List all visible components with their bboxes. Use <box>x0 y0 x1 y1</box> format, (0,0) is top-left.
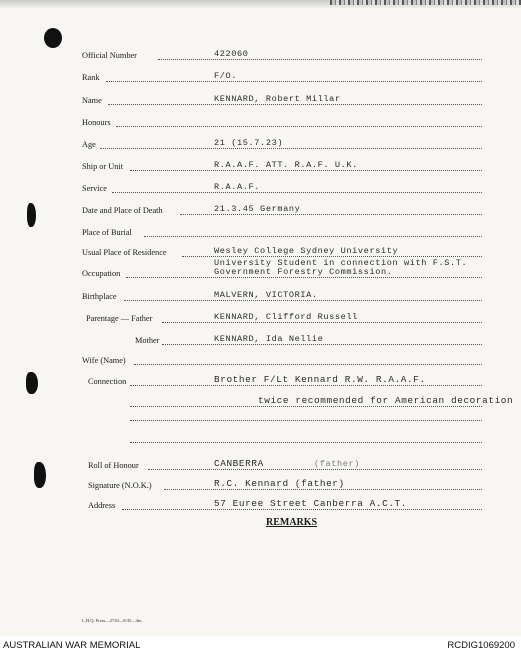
row-birthplace <box>82 287 482 303</box>
mother-label: Mother <box>135 336 160 345</box>
roll-of-honour-line <box>148 469 482 470</box>
birthplace-value: MALVERN, VICTORIA. <box>214 290 318 300</box>
death-value: 21.3.45 Germany <box>214 204 301 214</box>
honours-line <box>116 126 482 127</box>
row-connection-2 <box>82 393 514 409</box>
roll-of-honour-label: Roll of Honour <box>88 461 139 470</box>
burial-line <box>144 236 482 237</box>
honours-label: Honours <box>82 118 111 127</box>
row-honours <box>82 113 482 129</box>
row-roll-of-honour <box>82 456 482 472</box>
row-service <box>82 179 482 195</box>
row-age <box>82 135 482 151</box>
death-label: Date and Place of Death <box>82 206 163 215</box>
residence-value: Wesley College Sydney University <box>214 246 399 256</box>
ship-or-unit-line <box>130 170 482 171</box>
row-address <box>82 496 482 512</box>
record-id: RCDIG1069200 <box>447 640 515 651</box>
service-line <box>112 192 482 193</box>
blank-line-1 <box>130 420 482 421</box>
occupation-value-line2: Government Forestry Commission. <box>214 267 393 277</box>
birthplace-label: Birthplace <box>82 292 117 301</box>
row-occupation <box>82 258 482 280</box>
connection-value-line2: twice recommended for American decoration <box>258 395 514 406</box>
connection-value-line1: Brother F/Lt Kennard R.W. R.A.A.F. <box>214 374 426 385</box>
binding-mark-2 <box>26 372 38 394</box>
roll-of-honour-value-faint: (father) <box>314 459 361 469</box>
wife-label: Wife (Name) <box>82 356 126 365</box>
age-value: 21 (15.7.23) <box>214 138 284 148</box>
row-name <box>82 91 482 107</box>
row-residence <box>82 243 482 259</box>
name-line <box>108 104 482 105</box>
blank-line-2 <box>130 442 482 443</box>
row-father <box>82 309 482 325</box>
row-death <box>82 201 482 217</box>
official-number-value: 422060 <box>214 49 249 59</box>
signature-value: R.C. Kennard (father) <box>214 478 345 489</box>
connection-line-2 <box>130 406 482 407</box>
rank-line <box>106 81 482 82</box>
row-signature <box>82 476 482 492</box>
residence-line <box>182 256 482 257</box>
row-connection <box>82 372 482 388</box>
row-wife <box>82 351 482 367</box>
roll-of-honour-value: CANBERRA <box>214 458 264 469</box>
residence-label: Usual Place of Residence <box>82 248 167 257</box>
address-line <box>122 509 482 510</box>
father-value: KENNARD, Clifford Russell <box>214 312 358 322</box>
row-mother <box>82 331 482 347</box>
binding-mark-1 <box>27 203 36 227</box>
father-line <box>162 322 482 323</box>
binding-mark-3 <box>34 462 46 488</box>
mother-value: KENNARD, Ida Nellie <box>214 334 324 344</box>
official-number-label: Official Number <box>82 51 137 60</box>
signature-line <box>164 489 482 490</box>
signature-label: Signature (N.O.K.) <box>88 481 152 490</box>
ship-or-unit-value: R.A.A.F. ATT. R.A.F. U.K. <box>214 160 358 170</box>
punch-hole-top <box>44 28 62 48</box>
ship-or-unit-label: Ship or Unit <box>82 162 124 171</box>
scan-noise <box>330 0 521 5</box>
archive-name: AUSTRALIAN WAR MEMORIAL <box>3 640 141 651</box>
mother-line <box>162 344 482 345</box>
service-label: Service <box>82 184 107 193</box>
row-official-number <box>82 46 482 62</box>
age-line <box>100 148 482 149</box>
printer-mark: L.H.Q. Press—2720—8/45—4m. <box>82 618 143 623</box>
row-ship-or-unit <box>82 157 482 173</box>
row-rank <box>82 68 482 84</box>
rank-label: Rank <box>82 73 100 82</box>
age-label: Age <box>82 140 96 149</box>
archive-footer <box>0 636 521 654</box>
occupation-value-line1: University Student in connection with F.S.T. <box>214 258 468 268</box>
connection-label: Connection <box>88 377 127 386</box>
father-label: Parentage — Father <box>86 314 153 323</box>
burial-label: Place of Burial <box>82 228 132 237</box>
name-label: Name <box>82 96 102 105</box>
connection-line <box>130 385 482 386</box>
address-label: Address <box>88 501 116 510</box>
remarks-heading: REMARKS <box>266 517 318 528</box>
occupation-label: Occupation <box>82 269 121 278</box>
occupation-line <box>126 277 482 278</box>
name-value: KENNARD, Robert Millar <box>214 94 341 104</box>
service-value: R.A.A.F. <box>214 182 261 192</box>
wife-line <box>134 364 482 365</box>
row-burial <box>82 223 482 239</box>
death-line <box>180 214 482 215</box>
official-number-line <box>158 59 482 60</box>
address-value: 57 Euree Street Canberra A.C.T. <box>214 498 408 509</box>
rank-value: F/O. <box>214 71 238 81</box>
birthplace-line <box>124 300 482 301</box>
